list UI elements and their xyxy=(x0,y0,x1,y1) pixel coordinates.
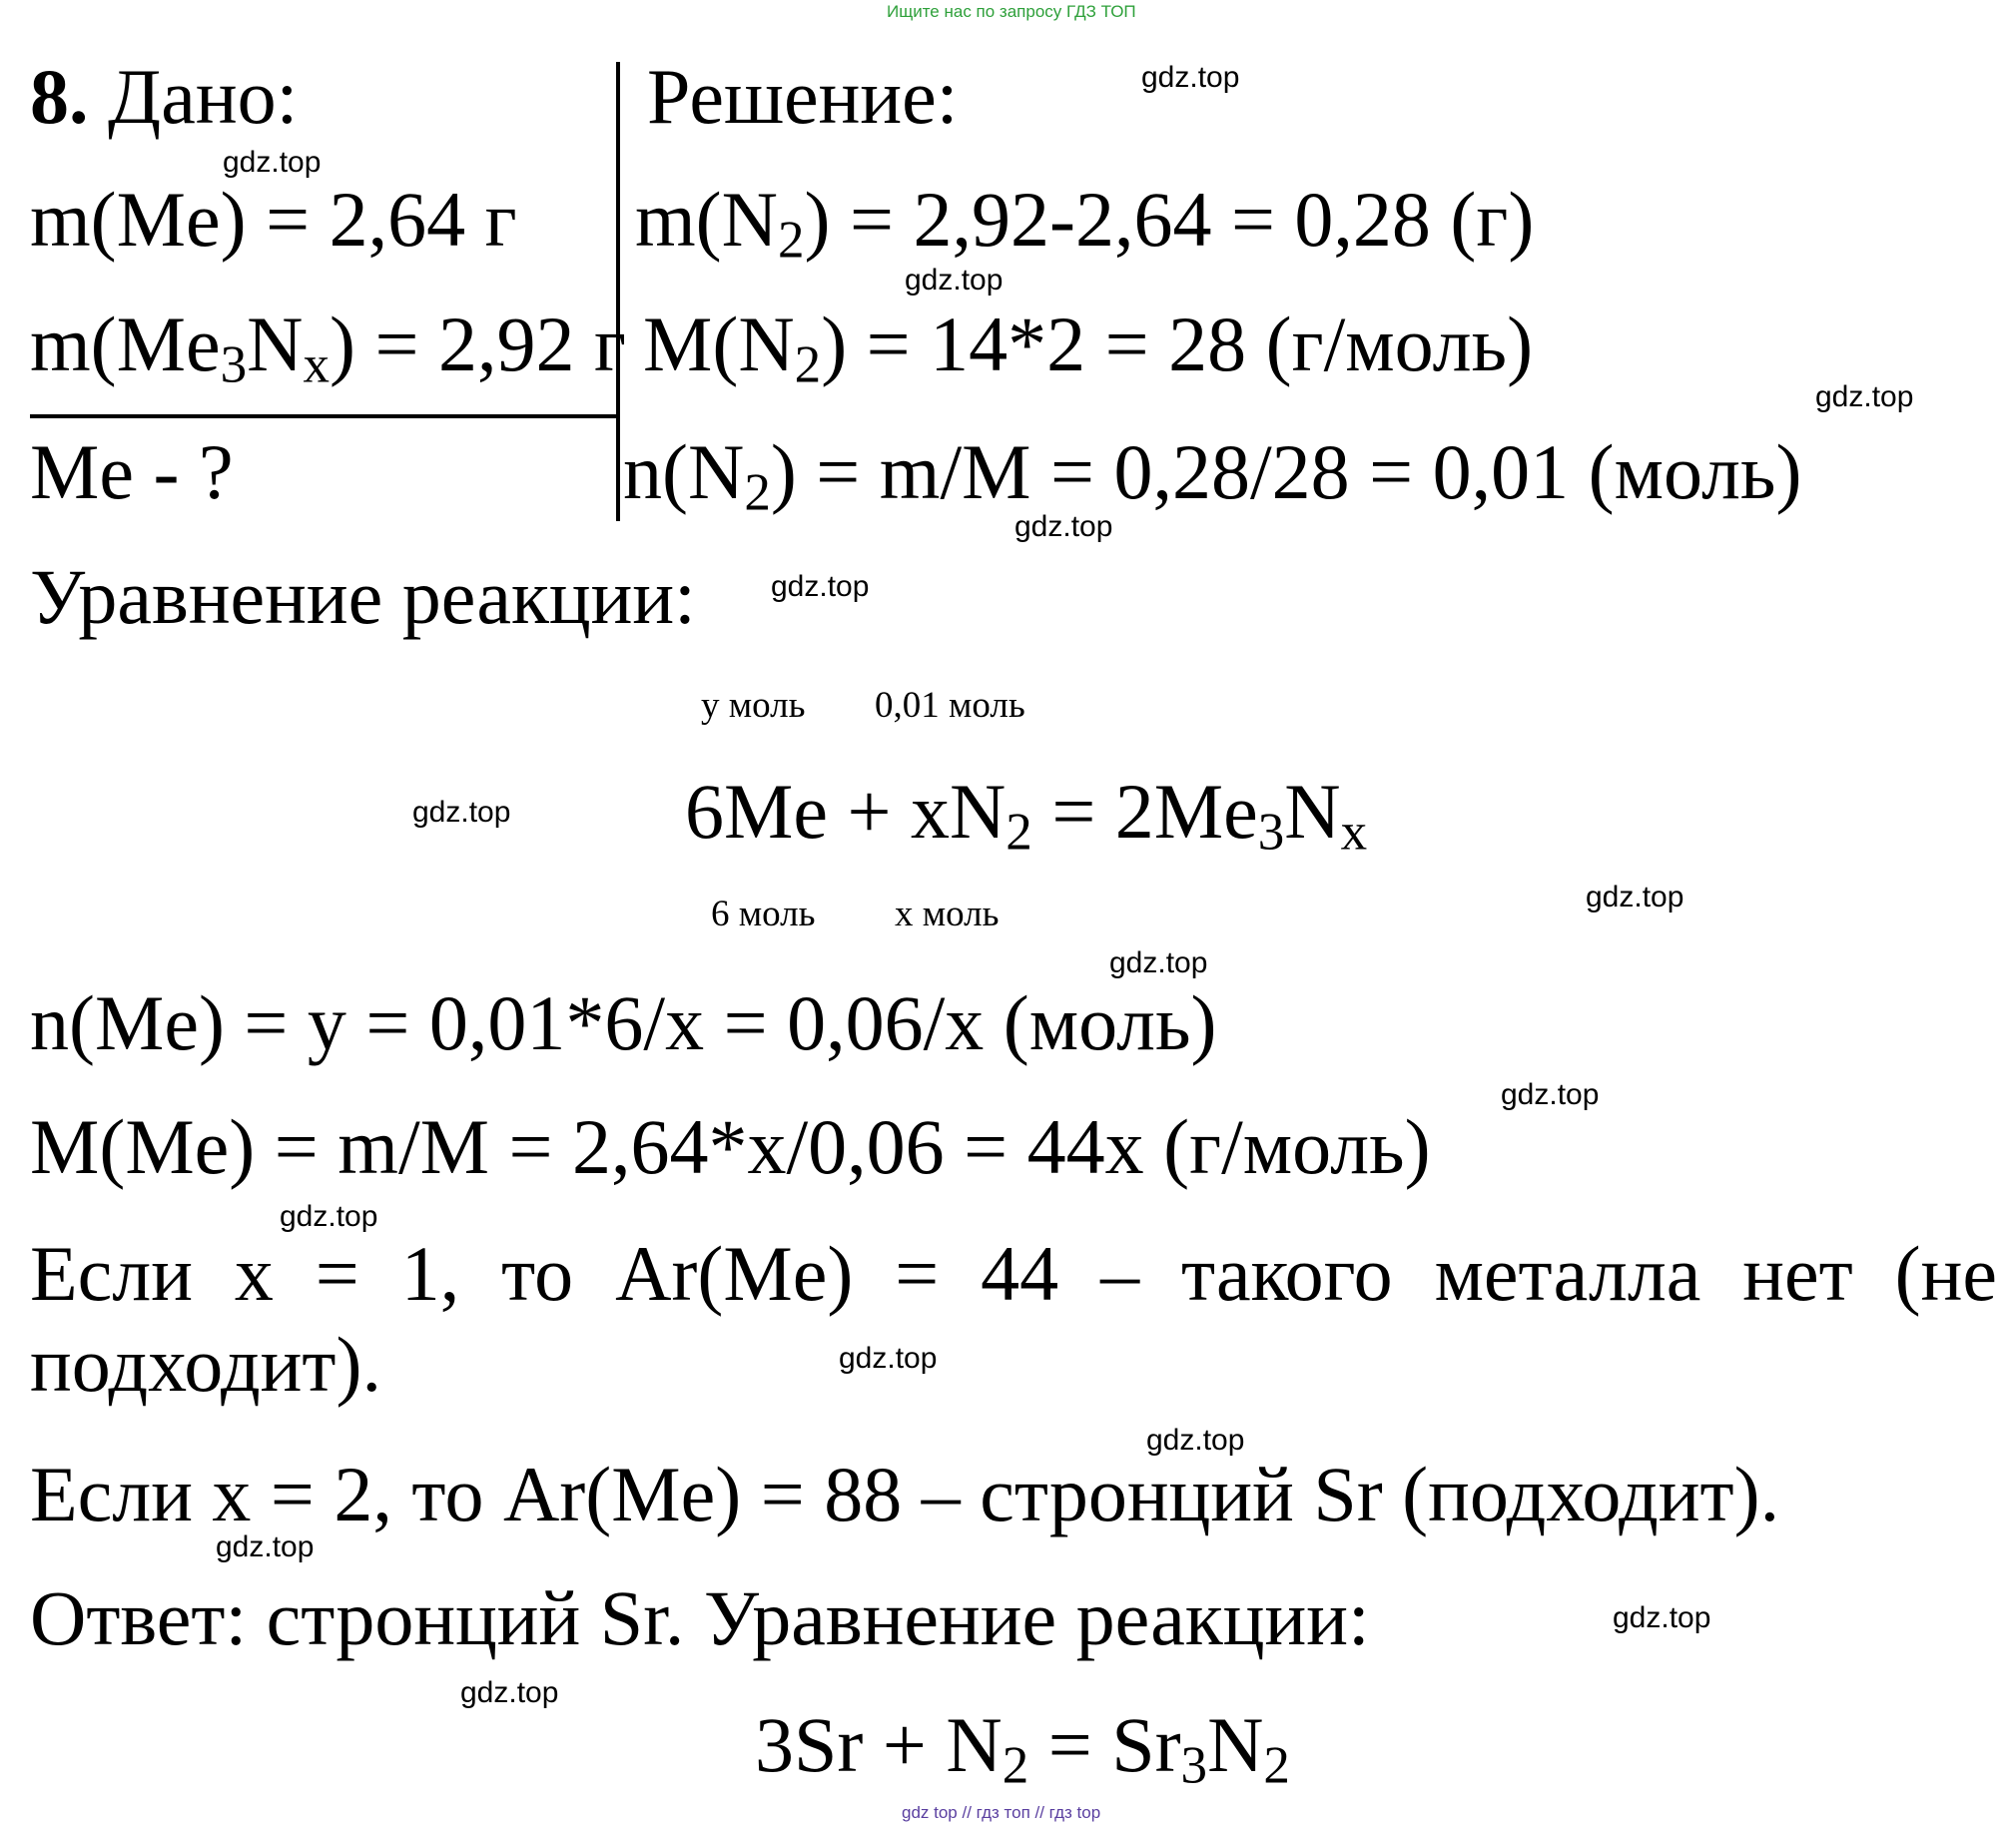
case-1-line-2: подходит). xyxy=(30,1321,381,1408)
watermark: gdz.top xyxy=(1586,881,1684,913)
watermark: gdz.top xyxy=(1141,61,1240,94)
watermark: gdz.top xyxy=(412,796,511,829)
watermark: gdz.top xyxy=(223,146,322,179)
solution-line-1-suffix: ) = 2,92-2,64 = 0,28 (г) xyxy=(804,176,1535,263)
watermark: gdz.top xyxy=(460,1676,559,1709)
reaction-above-left: y моль xyxy=(701,685,806,726)
given-line-2-mid: N xyxy=(247,301,304,387)
given-line-2-sub2: x xyxy=(303,335,330,394)
final-eq-sub2: 3 xyxy=(1180,1736,1208,1795)
watermark: gdz.top xyxy=(1613,1601,1711,1634)
given-title xyxy=(30,53,299,140)
solution-line-2-prefix: M(N xyxy=(643,301,795,387)
reaction-eq-sub1: 2 xyxy=(1006,803,1032,862)
given-divider-vertical xyxy=(616,62,620,521)
solution-line-3-suffix: ) = m/M = 0,28/28 = 0,01 (моль) xyxy=(770,428,1802,515)
solution-title: Решение: xyxy=(647,53,959,140)
given-line-2 xyxy=(30,301,626,394)
watermark: gdz.top xyxy=(1501,1078,1600,1111)
watermark: gdz.top xyxy=(1014,510,1113,543)
watermark: gdz.top xyxy=(1815,380,1914,413)
solution-line-1-prefix: m(N xyxy=(635,176,778,263)
reaction-eq-part1: 6Me + xN xyxy=(685,768,1007,855)
watermark: gdz.top xyxy=(280,1200,378,1233)
reaction-above-right: 0,01 моль xyxy=(875,685,1025,726)
given-line-2-prefix: m(Me xyxy=(30,301,221,387)
solution-line-2-suffix: ) = 14*2 = 28 (г/моль) xyxy=(821,301,1534,387)
solution-line-3-sub: 2 xyxy=(744,463,771,522)
given-divider-horizontal xyxy=(30,414,619,418)
case-1-line-1: Если x = 1, то Ar(Me) = 44 – такого металла нет (не xyxy=(30,1230,1997,1317)
final-eq-sub3: 2 xyxy=(1263,1736,1290,1795)
solution-line-3 xyxy=(623,428,1802,522)
reaction-eq-sub2: 3 xyxy=(1257,803,1285,862)
calc-line-2: M(Me) = m/M = 2,64*x/0,06 = 44x (г/моль) xyxy=(30,1103,1431,1190)
case-2: Если x = 2, то Ar(Me) = 88 – стронций Sr (подходит). xyxy=(30,1451,1780,1537)
final-equation xyxy=(755,1701,1290,1795)
header-link[interactable]: Ищите нас по запросу ГДЗ ТОП xyxy=(887,2,1136,21)
given-line-2-suffix: ) = 2,92 г xyxy=(330,301,626,387)
given-find: Me - ? xyxy=(30,428,234,515)
solution-line-3-prefix: n(N xyxy=(623,428,745,515)
reaction-equation xyxy=(685,768,1368,862)
watermark: gdz.top xyxy=(1109,946,1208,979)
final-eq-part3: N xyxy=(1207,1701,1264,1788)
reaction-below-right: x моль xyxy=(895,894,1000,934)
watermark: gdz.top xyxy=(1146,1424,1245,1457)
final-eq-part1: 3Sr + N xyxy=(755,1701,1003,1788)
watermark: gdz.top xyxy=(839,1342,938,1375)
solution-line-1-sub: 2 xyxy=(777,211,805,270)
given-title-text: Дано: xyxy=(108,53,299,140)
solution-line-2-sub: 2 xyxy=(794,335,822,394)
reaction-eq-sub3: x xyxy=(1340,803,1368,862)
solution-line-1 xyxy=(635,176,1535,270)
reaction-eq-part2: = 2Me xyxy=(1031,768,1258,855)
watermark: gdz.top xyxy=(771,570,870,603)
answer-line: Ответ: стронций Sr. Уравнение реакции: xyxy=(30,1574,1370,1661)
final-eq-part2: = Sr xyxy=(1028,1701,1181,1788)
reaction-title: Уравнение реакции: xyxy=(30,553,696,640)
reaction-eq-part3: N xyxy=(1284,768,1341,855)
given-line-2-sub1: 3 xyxy=(220,335,248,394)
problem-number: 8. xyxy=(30,53,89,140)
given-line-1: m(Me) = 2,64 г xyxy=(30,176,517,263)
footer-link[interactable]: gdz top // гдз топ // гдз top xyxy=(902,1803,1101,1822)
watermark: gdz.top xyxy=(216,1530,315,1563)
reaction-below-left: 6 моль xyxy=(711,894,816,934)
calc-line-1: n(Me) = y = 0,01*6/x = 0,06/x (моль) xyxy=(30,979,1217,1066)
solution-line-2 xyxy=(643,301,1534,394)
watermark: gdz.top xyxy=(905,264,1004,297)
final-eq-sub1: 2 xyxy=(1002,1736,1029,1795)
